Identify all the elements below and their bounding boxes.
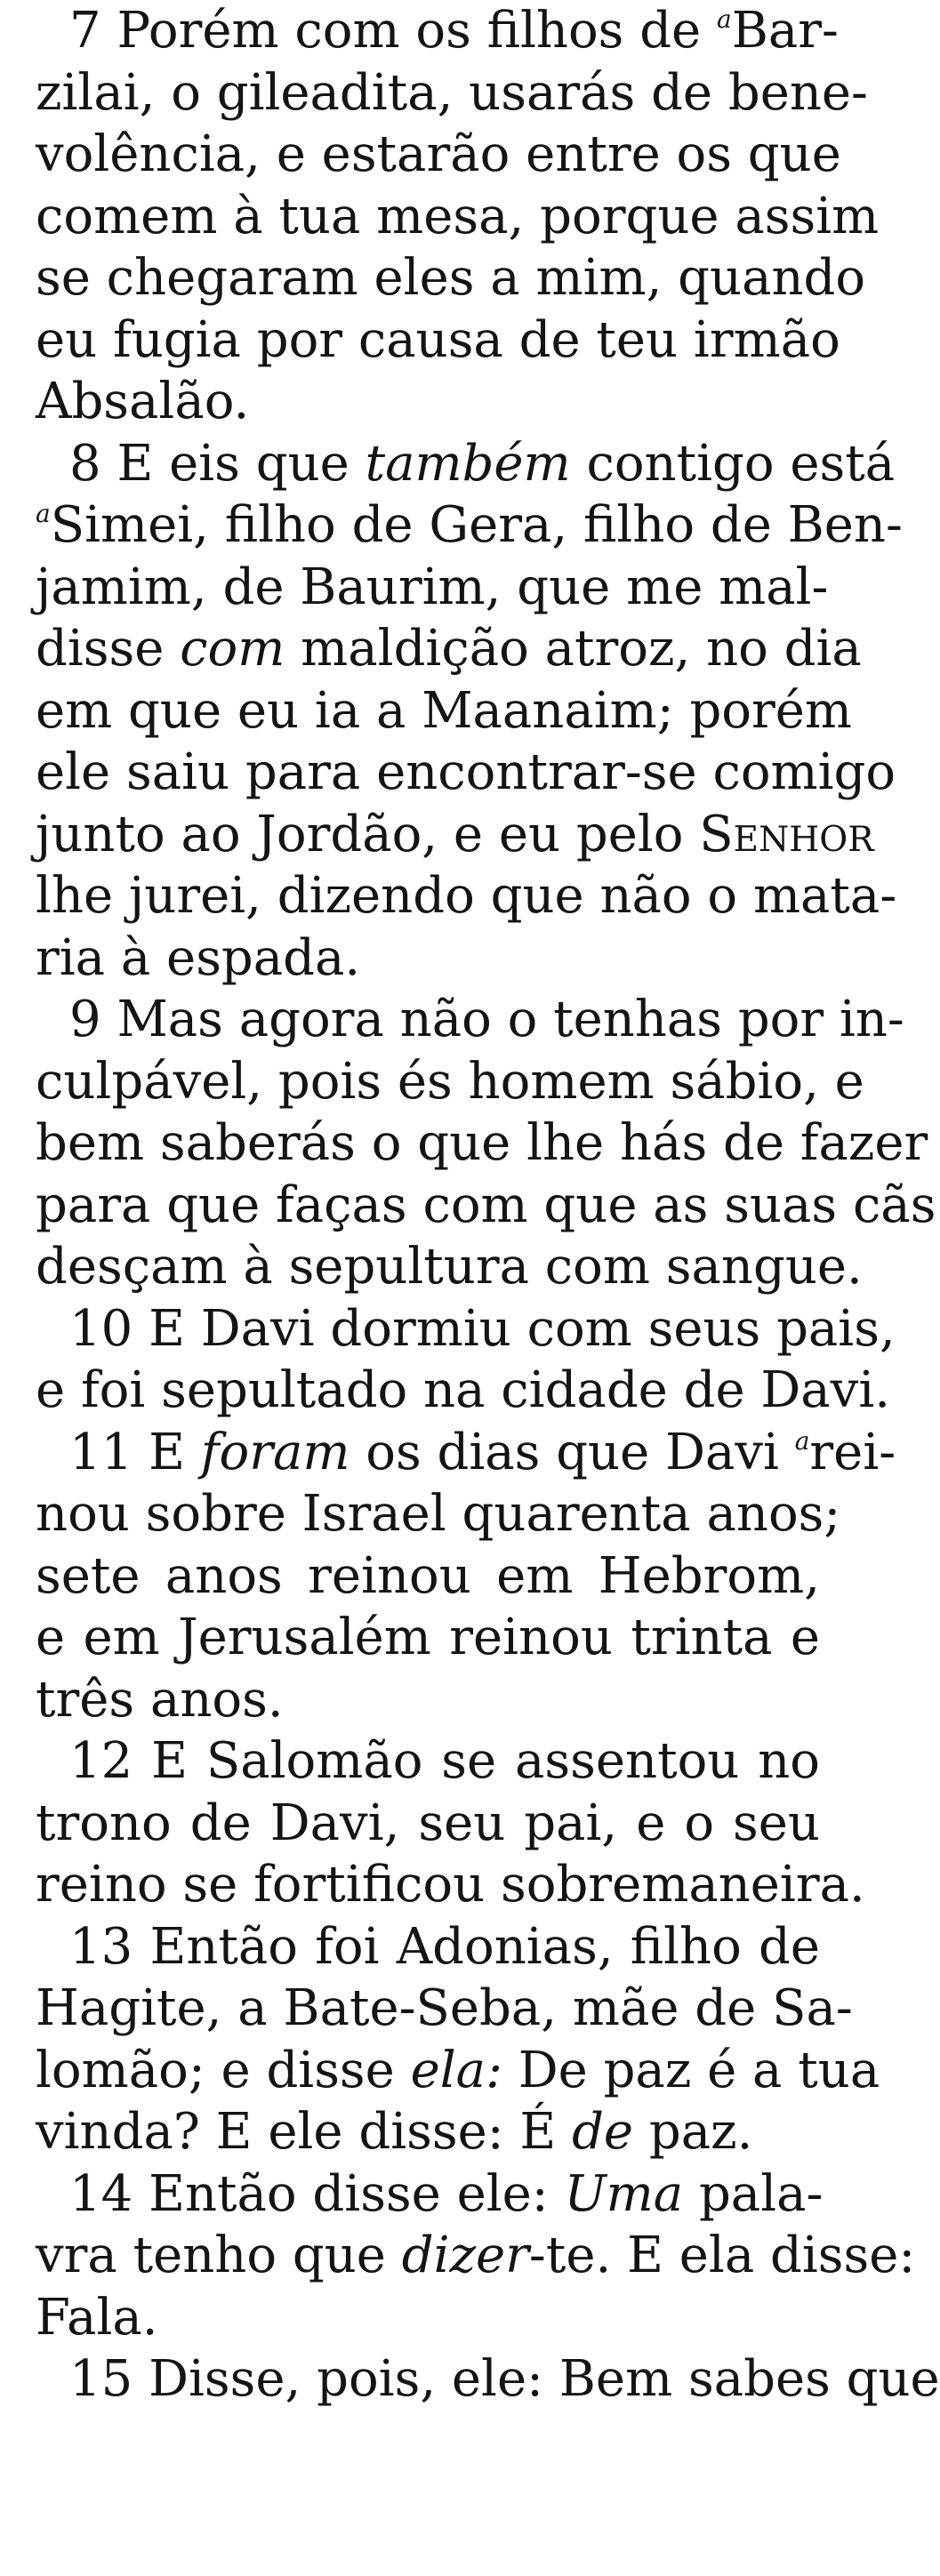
verse-line: lhe jurei, dizendo que não o mata-: [36, 867, 897, 925]
verse-number: 7: [69, 2, 101, 60]
verse-line: junto ao Jordão, e eu pelo Senhor: [36, 805, 874, 863]
italic-word: de: [572, 2103, 634, 2161]
footnote-marker[interactable]: a: [36, 499, 51, 528]
footnote-marker[interactable]: a: [717, 4, 732, 34]
verse-12: [36, 1730, 865, 1916]
verse-line: bem saberás o que lhe hás de fazer: [36, 1114, 928, 1172]
verse-number: 11: [69, 1423, 133, 1481]
verse-line: volência, e estarão entre os que: [36, 125, 841, 183]
verse-line: disse com maldição atroz, no dia: [36, 620, 862, 678]
verse-line: $^a$Simei, filho de Gera, filho de Ben-: [36, 496, 903, 554]
verse-line: reino se fortificou sobremaneira.: [36, 1856, 865, 1914]
verse-14: [36, 2163, 916, 2349]
verse-line: três anos.: [36, 1670, 284, 1729]
verse-line: 8 E eis que também contigo está: [69, 434, 896, 493]
verse-line: lomão; e disse ela: De paz é a tua: [36, 2041, 880, 2099]
verse-line: e em Jerusalém reinou trinta e: [36, 1609, 820, 1666]
verse-line: para que faças com que as suas cãs: [36, 1176, 936, 1234]
verse-line: zilai, o gileadita, usarás de bene-: [36, 63, 868, 122]
verse-line: e foi sepultado na cidade de Davi.: [36, 1361, 891, 1419]
italic-word: ela:: [410, 2041, 502, 2099]
verse-9: [36, 989, 936, 1298]
verse-13: [36, 1916, 880, 2163]
verse-line: se chegaram eles a mim, quando: [36, 249, 866, 307]
verse-line: ele saiu para encontrar-se comigo: [36, 743, 896, 801]
verse-line: Fala.: [36, 2288, 158, 2347]
verse-line: Hagite, a Bate-Seba, mãe de Sa-: [36, 1979, 853, 2037]
verse-line: 7 Porém com os filhos de $^a$Bar-: [69, 2, 839, 60]
verse-line: nou sobre Israel quarenta anos;: [36, 1485, 841, 1543]
verse-10: [36, 1298, 896, 1422]
verse-line: 14 Então disse ele: Uma pala-: [69, 2164, 824, 2223]
verse-line: 9 Mas agora não o tenhas por in-: [69, 991, 904, 1048]
verse-line: vra tenho que dizer-te. E ela disse:: [36, 2227, 916, 2284]
divine-name: Senhor: [699, 805, 874, 863]
verse-line: Absalão.: [36, 373, 250, 430]
italic-word: foram: [200, 1423, 350, 1481]
verse-line: em que eu ia a Maanaim; porém: [36, 681, 853, 740]
footnote-marker[interactable]: a: [794, 1425, 810, 1456]
italic-word: Uma: [564, 2164, 684, 2223]
verse-7: [36, 0, 880, 433]
italic-word: dizer: [401, 2227, 529, 2284]
verse-line: culpável, pois és homem sábio, e: [36, 1052, 864, 1111]
italic-word: também: [365, 434, 571, 493]
verse-number: 13: [69, 1917, 133, 1976]
italic-word: com: [180, 620, 285, 678]
verse-line: eu fugia por causa de teu irmão: [36, 310, 840, 369]
verse-line: 10 E Davi dormiu com seus pais,: [69, 1299, 896, 1358]
verse-line: trono de Davi, seu pai, e o seu: [36, 1794, 820, 1852]
verse-line: 13 Então foi Adonias, filho de: [69, 1917, 820, 1976]
verse-line: 12 E Salomão se assentou no: [69, 1732, 820, 1790]
verse-15: [36, 2348, 940, 2411]
verse-number: 10: [69, 1299, 133, 1358]
verse-line: desçam à sepultura com sangue.: [36, 1238, 863, 1296]
verse-line: 15 Disse, pois, ele: Bem sabes que: [69, 2350, 940, 2408]
verse-line: sete anos reinou em Hebrom,: [36, 1546, 820, 1605]
verse-line: comem à tua mesa, porque assim: [36, 187, 880, 245]
verse-number: 8: [69, 434, 101, 493]
verse-line: vinda? E ele disse: É de paz.: [36, 2103, 753, 2161]
verse-line: ria à espada.: [36, 928, 361, 987]
verse-line: jamim, de Baurim, que me mal-: [36, 558, 829, 616]
verse-11: [36, 1422, 896, 1731]
verse-number: 12: [69, 1732, 133, 1790]
verse-number: 15: [69, 2350, 133, 2408]
verse-line: 11 E foram os dias que Davi $^a$rei-: [69, 1423, 896, 1481]
verse-8: [36, 433, 903, 990]
verse-number: 14: [69, 2164, 133, 2223]
verse-number: 9: [69, 991, 101, 1048]
